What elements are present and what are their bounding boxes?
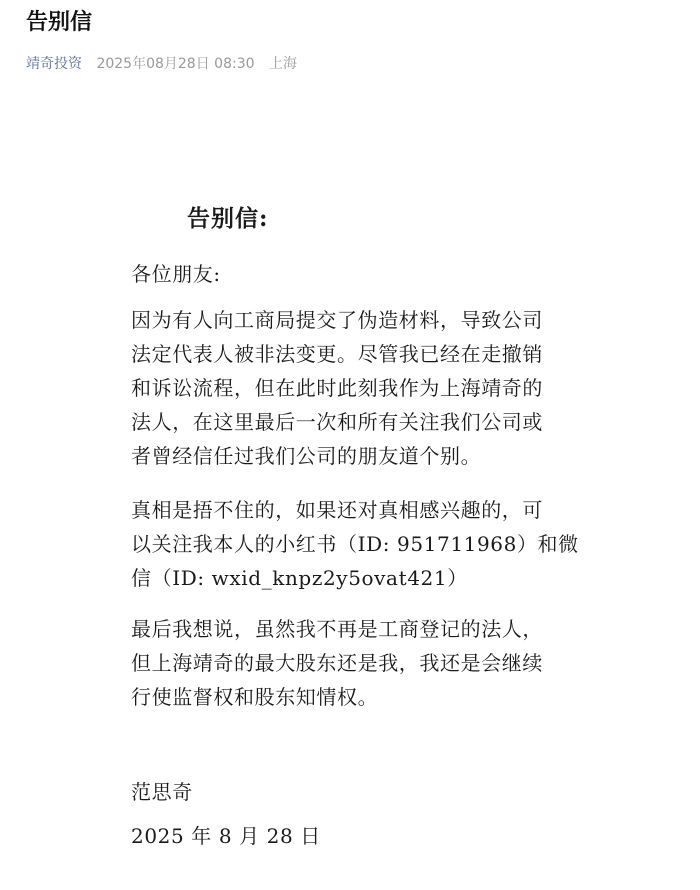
publish-time: 2025年08月28日 08:30 [96, 56, 255, 72]
article-meta [26, 53, 297, 75]
letter-paragraph: 因为有人向工商局提交了伪造材料，导致公司 法定代表人被非法变更。尽管我已经在走撤销 和诉讼流程，但在此时此刻我作为上海靖奇的 法人，在这里最后一次和所有关注我们公司或 者曾经信任过我们公司的朋友道个别。 [131, 308, 543, 468]
letter-paragraph: 最后我想说，虽然我不再是工商登记的法人， 但上海靖奇的最大股东还是我，我还是会继续 行使监督权和股东知情权。 [131, 617, 543, 709]
account-name-link[interactable]: 靖奇投资 [26, 56, 82, 72]
letter-paragraph: 真相是捂不住的，如果还对真相感兴趣的，可 以关注我本人的小红书（ID: 951711968）和微 信（ID: wxid_knpz2y5ovat421） [131, 498, 579, 590]
letter-date: 2025 年 8 月 28 日 [131, 824, 321, 848]
publish-location: 上海 [268, 56, 297, 72]
letter-signature: 范思奇 [131, 780, 193, 804]
article-title: 告别信 [26, 10, 93, 35]
letter-title: 告别信: [187, 205, 269, 232]
letter-greeting: 各位朋友: [131, 262, 221, 286]
